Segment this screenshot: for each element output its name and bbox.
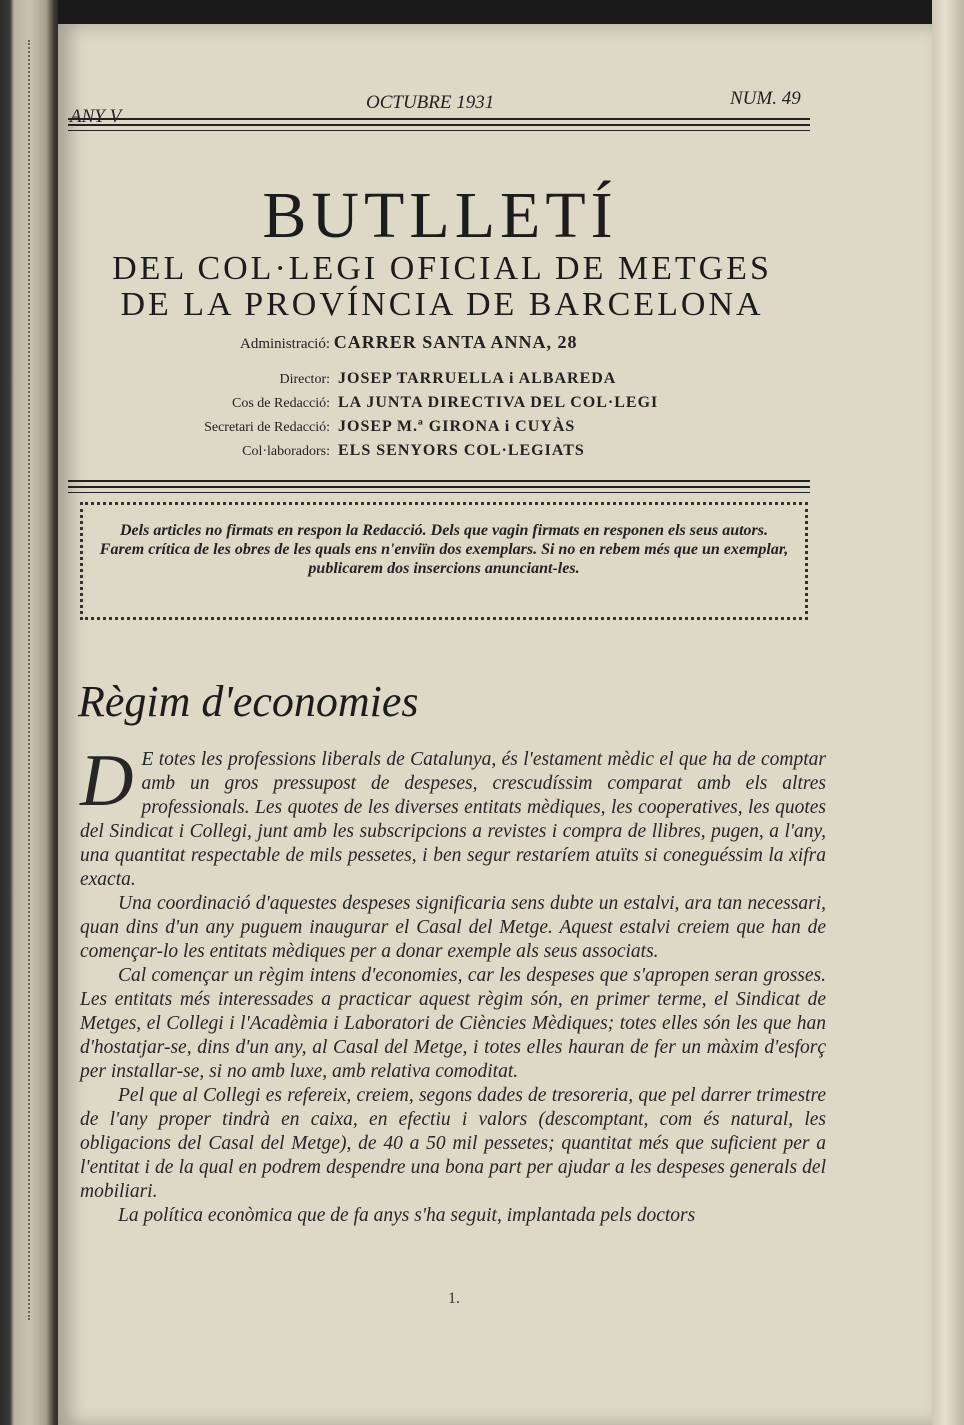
issue-number: NUM. 49 [730,88,801,109]
staff-role: Secretari de Redacció: [204,420,330,435]
notice-line: Farem crítica de les obres de les quals ens n'enviïn dos exemplars. Si no en rebem més que un exemplar, publicarem dos insercions anunciant-les. [99,541,789,577]
masthead-rule [68,492,810,493]
masthead-title: BUTLLETÍ [262,179,618,252]
book-spine [0,0,58,1425]
header-rule [68,118,810,120]
issue-date: OCTUBRE 1931 [366,92,495,113]
staff-name: ELS SENYORS COL·LEGIATS [338,442,585,459]
editorial-notice [80,502,808,620]
masthead-subtitle: DE LA PROVÍNCIA DE BARCELONA [120,286,764,323]
staff-name: JOSEP M.ª GIRONA i CUYÀS [338,418,576,435]
staff-line [200,418,680,436]
administration [240,332,577,353]
masthead-rule [68,486,810,488]
paragraph [80,740,826,892]
article-title: Règim d'economies [78,677,419,726]
staff-line [200,442,680,460]
header-rule [68,130,810,131]
article-body [80,740,826,1228]
staff-name: JOSEP TARRUELLA i ALBAREDA [338,370,617,387]
staff-role: Cos de Redacció: [232,396,330,411]
staff-role: Col·laboradors: [242,444,330,459]
header-rule [68,124,810,126]
notice-line: Dels articles no firmats en respon la Redacció. Dels que vagin firmats en responen els seus autors. [119,522,769,539]
masthead-subtitle: DEL COL·LEGI OFICIAL DE METGES [112,250,772,287]
staff-line [200,394,680,412]
page-number: 1. [448,1290,460,1307]
drop-cap: D [80,740,134,822]
staff-name: LA JUNTA DIRECTIVA DEL COL·LEGI [338,394,659,411]
admin-label: Administració: [240,336,330,352]
masthead-rule [68,480,810,482]
paragraph: Pel que al Collegi es refereix, creiem, segons dades de tresoreria, que pel darrer trimestre de l'any proper tindrà en caixa, en efectiu i valors (descomptant, com és natural, les obligacions del Casal del Metge), de 40 a 50 mil pessetes; quantitat més que suficient per a l'entitat i de la qual en podrem despendre una bona part per ajudar a les despeses generals del mobiliari. [80,1085,826,1202]
page-edge [932,0,964,1425]
paragraph: La política econòmica que de fa anys s'ha seguit, implantada pels doctors [118,1205,696,1226]
paragraph-text: E totes les professions liberals de Catalunya, és l'estament mèdic el que ha de comptar amb un gros pressupost de despeses, crescudíssim comparat amb els altres professionals. Les quotes de les diverses entitats mèdiques, les cooperatives, les quotes del Sindicat i Collegi, junt amb les subscripcions a revistes i compra de llibres, pugen, a l'any, una quantitat respectable de mils pessetes, i ben segur restaríem atuïts si coneguéssim la xifra exacta. [80,749,826,890]
paragraph: Cal començar un règim intens d'economies, car les despeses que s'apropen seran grosses. Les entitats més interessades a practicar aquest règim són, en primer terme, el Sindicat de Metges, el Collegi i l'Acadèmia i Laboratori de Ciències Mèdiques; totes elles són les que han d'hostatjar-se, dins d'un any, al Casal del Metge, i totes elles hauran de fer un màxim d'esforç per installar-se, si no amb luxe, amb relativa comoditat. [80,965,826,1082]
staff-line [200,370,680,388]
paragraph: Una coordinació d'aquestes despeses significaria sens dubte un estalvi, ara tan necessari, quan dins d'un any puguem inaugurar el Casal del Metge. Aquest estalvi creiem que han de començar-lo les entitats mèdiques per a donar exemple als seus associats. [80,893,826,962]
staff-role: Director: [279,372,330,387]
spine-edge [14,40,30,1320]
admin-address: CARRER SANTA ANNA, 28 [333,332,578,352]
volume-label: ANY V [70,106,122,127]
